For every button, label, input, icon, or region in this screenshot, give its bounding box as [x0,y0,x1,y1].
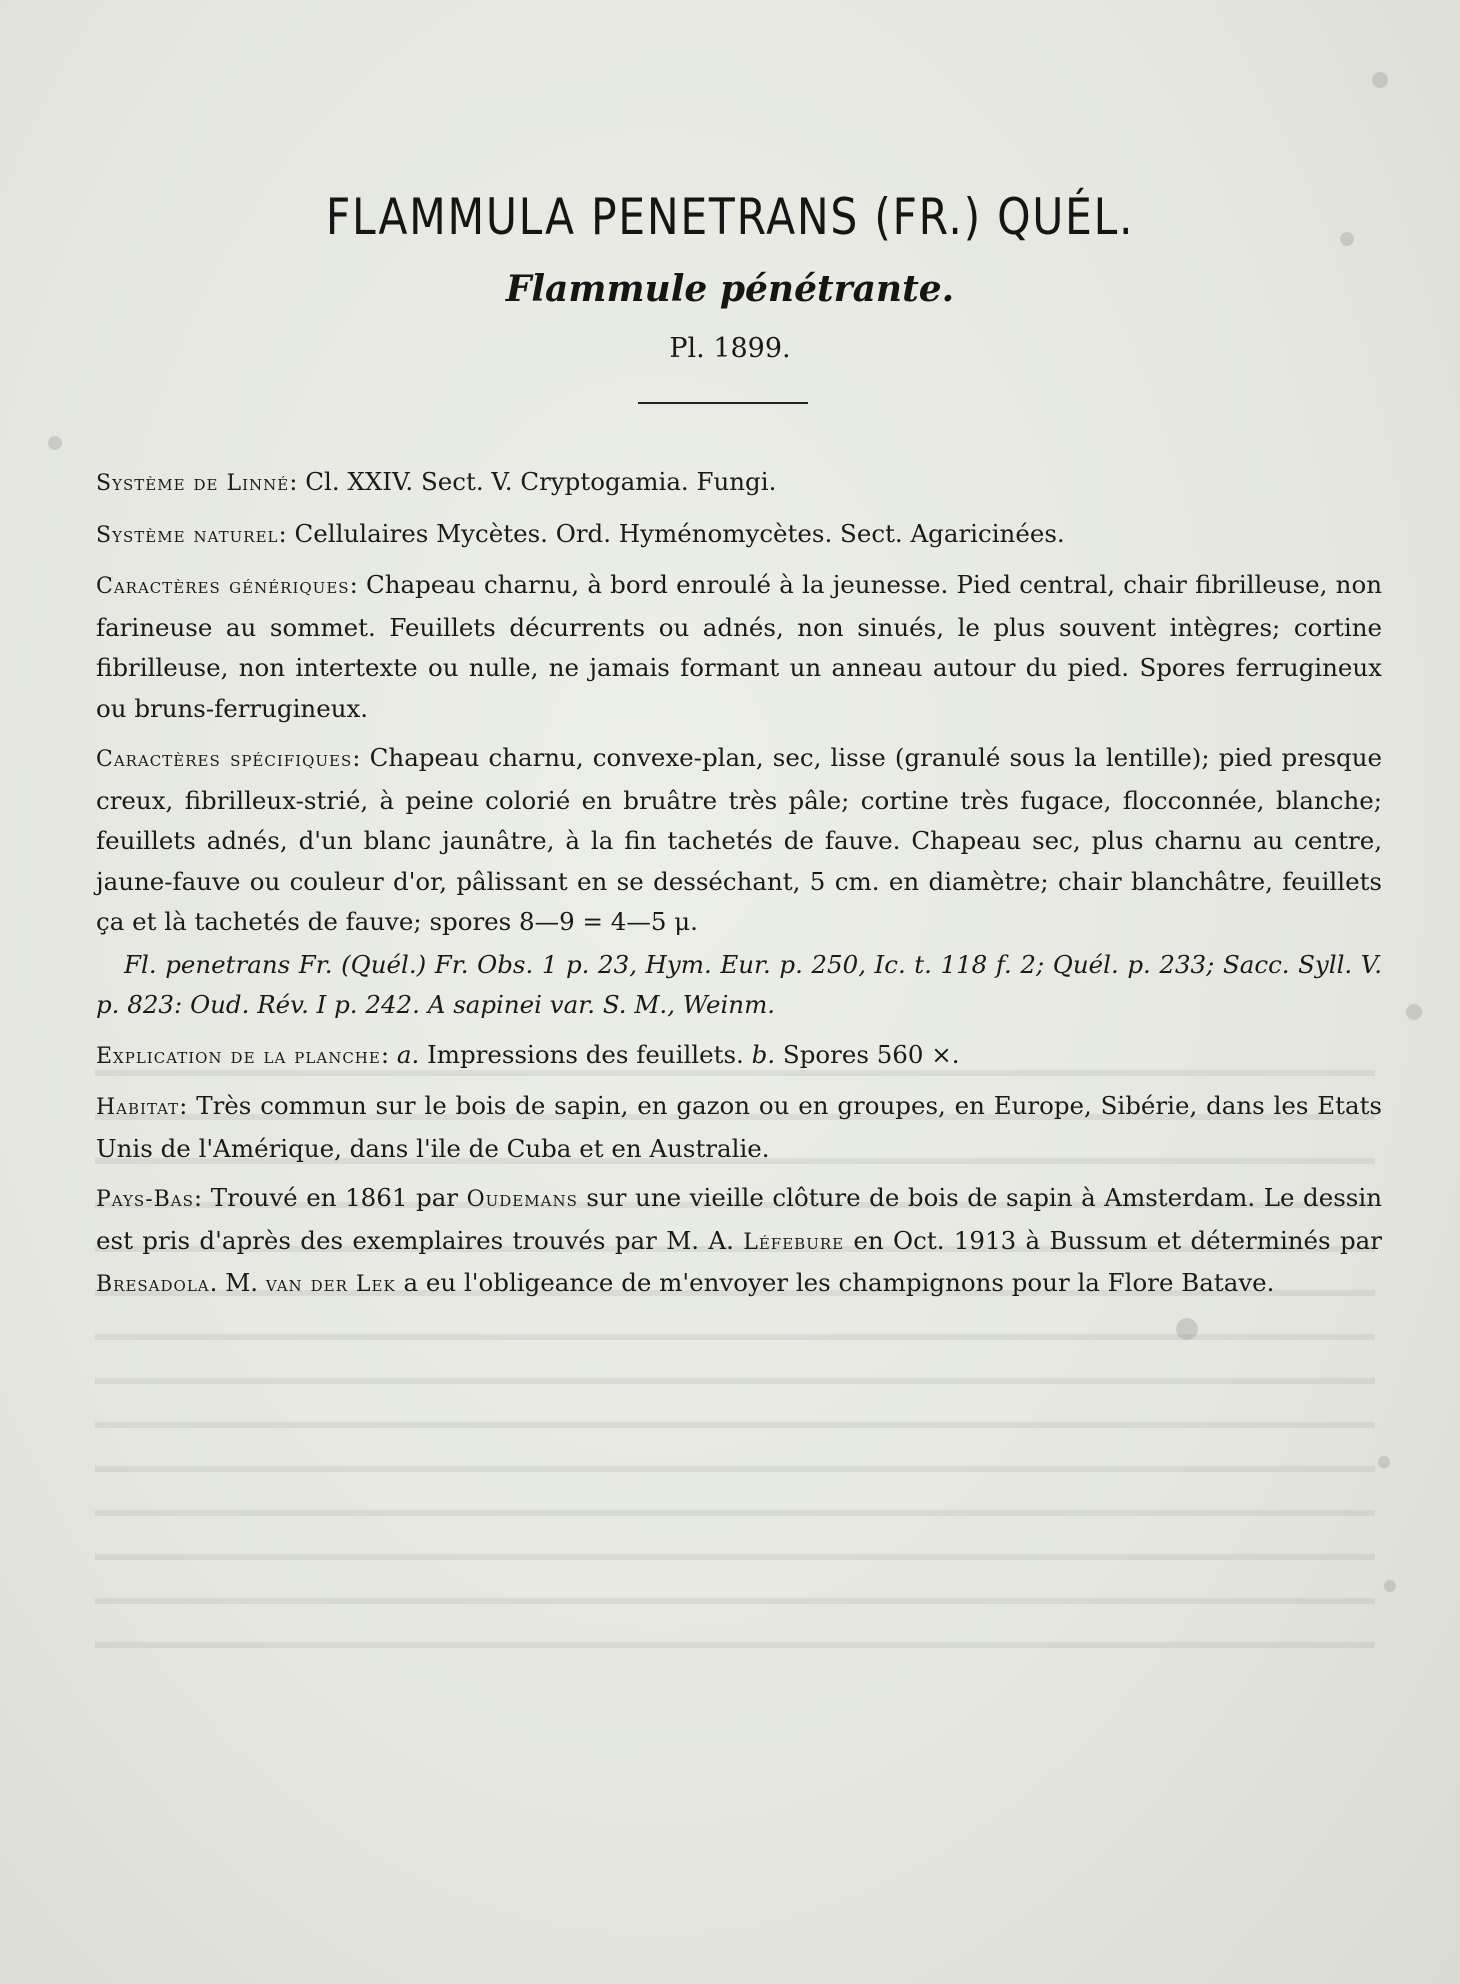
paper-spot [48,436,62,450]
paragraph-generiques [96,565,1382,729]
paper-spot [1378,1456,1390,1468]
paper-spot [1176,1318,1198,1340]
section-label: Caractères spécifiques [96,747,353,772]
section-text: en Oct. 1913 à Bussum et déterminés par [844,1225,1382,1255]
title-rule [638,402,808,404]
person-name: Bresadola [96,1272,210,1297]
plate-number: Pl. 1899. [669,333,791,364]
page-title: FLAMMULA PENETRANS (FR.) QUÉL. [325,188,1135,246]
section-text: Cellulaires Mycètes. Ord. Hyménomycètes. Sect. Agaricinées. [294,518,1065,548]
section-text: sur une vieille clôture de bois de sapin à Amsterdam. Le dessin est pris d'après des exemplaires trouvés par M. A. [96,1183,1382,1255]
citation-text: Fl. penetrans Fr. (Quél.) Fr. Obs. 1 p. 23, Hym. Eur. p. 250, Ic. t. 118 f. 2; Quél. p. 233; Sacc. Syll. V. p. 823: Oud. Rév. I p. 242. A sapinei var. S. M., Weinm. [96,949,1382,1019]
paragraph-paysbas [96,1178,1382,1306]
label-separator: : [380,1039,397,1069]
section-label: Caractères génériques [96,574,350,599]
section-text: Cl. XXIV. Sect. V. Cryptogamia. Fungi. [305,467,777,496]
figure-text-a: Impressions des feuillets. [419,1039,752,1069]
paper-spot [1406,1004,1422,1020]
section-text: . M. [209,1268,266,1297]
document-body [96,462,1382,1315]
label-separator: : [278,518,295,548]
section-text: Trouvé en 1861 par [210,1183,467,1212]
section-label: Explication de la planche [96,1043,381,1069]
person-name: Léfebure [743,1229,845,1255]
figure-letter-b: b. [751,1039,776,1069]
label-separator: : [352,743,370,772]
person-name: Oudemans [466,1187,578,1212]
paper-spot [1384,1580,1396,1592]
label-separator: : [179,1091,197,1120]
section-label: Système naturel [96,522,279,548]
figure-letter-a: a. [396,1039,420,1069]
section-label: Pays-Bas [96,1187,194,1212]
section-label: Habitat [96,1095,180,1120]
section-label: Système de Linné [96,471,290,496]
section-text: Chapeau charnu, à bord enroulé à la jeunesse. Pied central, chair fibrilleuse, non farineuse au sommet. Feuillets décurrents ou adnés, non sinués, le plus souvent intègres; cortine fibrilleuse, non intertexte ou nulle, ne jamais formant un anneau autour du pied. Spores ferrugineux ou bruns-ferrugineux. [96,570,1382,723]
figure-text-b: Spores 560 ×. [775,1039,960,1069]
label-separator: : [193,1183,211,1212]
paragraph-naturel [96,514,1382,557]
section-text: Très commun sur le bois de sapin, en gazon ou en groupes, en Europe, Sibérie, dans les Etats Unis de l'Amérique, dans l'ile de Cuba et en Australie. [96,1091,1383,1163]
page-subtitle: Flammule pénétrante. [505,268,955,310]
paper-spot [1372,72,1388,88]
section-text: a eu l'obligeance de m'envoyer les champignons pour la Flore Batave. [395,1268,1275,1297]
person-name: van der Lek [265,1272,396,1297]
paragraph-explication [96,1035,1382,1078]
label-separator: : [349,570,367,599]
paragraph-habitat [96,1086,1382,1169]
paragraph-citation [96,945,1382,1026]
paragraph-linne [96,462,1382,505]
paragraph-specifiques [96,738,1382,943]
section-text: Chapeau charnu, convexe-plan, sec, lisse (granulé sous la lentille); pied presque creux, fibrilleux-strié, à peine colorié en bruâtre très pâle; cortine très fugace, flocconnée, blanche; feuillets adnés, d'un blanc jaunâtre, à la fin tachetés de fauve. Chapeau sec, plus charnu au centre, jaune-fauve ou couleur d'or, pâlissant en se desséchant, 5 cm. en diamètre; chair blanchâtre, feuillets ça et là tachetés de fauve; spores 8—9 = 4—5 μ. [96,743,1382,936]
label-separator: : [289,467,306,496]
